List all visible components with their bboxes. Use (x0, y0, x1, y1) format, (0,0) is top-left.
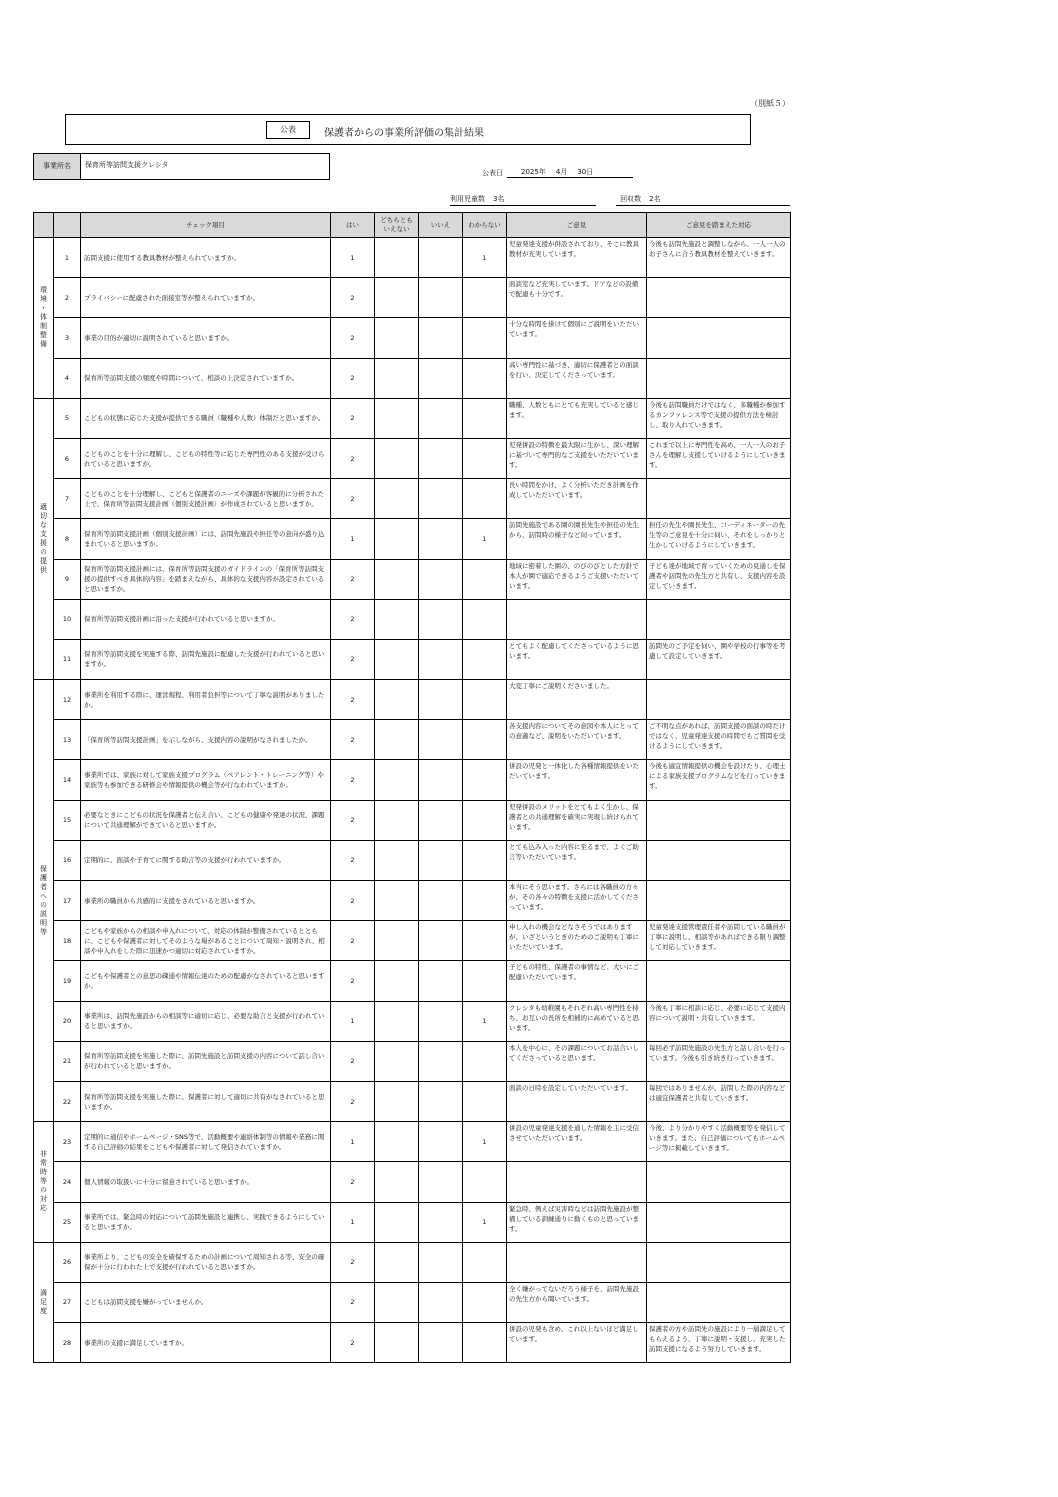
category-cell (34, 1242, 54, 1363)
row-number: 27 (54, 1282, 81, 1322)
office-label: 事業所名 (34, 154, 81, 179)
response-text (647, 1242, 791, 1282)
response-text: 今後、より分かりやすく活動概要等を発信していきます。また、自己評価についてもホームページ等に掲載していきます。 (647, 1122, 791, 1162)
count-unknown (463, 1041, 507, 1081)
count-unknown (463, 881, 507, 921)
count-no (419, 1001, 463, 1041)
response-text: 今後も訪問先施設と調整しながら、一人一人のお子さんに合う教具教材を整えていきます。 (647, 238, 791, 278)
opinion-text: 緊急時、例えば災害時などは訪問先施設が整備している訓練通りに動くものと思っています。 (507, 1202, 647, 1242)
table-row (34, 278, 791, 318)
count-unknown (463, 1242, 507, 1282)
col-no: いいえ (419, 213, 463, 238)
count-neither (375, 559, 419, 599)
count-neither (375, 1323, 419, 1363)
response-text (647, 599, 791, 639)
count-neither (375, 760, 419, 800)
count-neither (375, 1282, 419, 1322)
col-opinion: ご意見 (507, 213, 647, 238)
row-number: 13 (54, 720, 81, 760)
col-yes: はい (331, 213, 375, 238)
count-yes: 1 (331, 1122, 375, 1162)
count-yes: 2 (331, 479, 375, 519)
count-no (419, 961, 463, 1001)
count-neither (375, 318, 419, 358)
count-neither (375, 479, 419, 519)
response-text (647, 881, 791, 921)
opinion-text: とてもよく配慮してくださっているように思います。 (507, 639, 647, 679)
table-row (34, 921, 791, 961)
count-yes: 2 (331, 1242, 375, 1282)
check-item: こどもは訪問支援を嫌がっていませんか。 (81, 1282, 331, 1322)
count-unknown (463, 921, 507, 961)
opinion-text: 併設の児発と一体化した各種情報提供をいただいています。 (507, 760, 647, 800)
response-text: これまで以上に専門性を高め、一人一人のお子さんを理解し支援していけるようにしていきます。 (647, 438, 791, 478)
col-item: チェック項目 (81, 213, 331, 238)
response-text: 担任の先生や園長先生、コーディネーターの先生等のご意見を十分に伺い、それをしっかりと生かしていけるようにしていきます。 (647, 519, 791, 559)
opinion-text: 訪問先施設である園の園長先生や担任の先生から、訪問時の様子など伺っています。 (507, 519, 647, 559)
check-item: 保育所等訪問支援の頻度や時間について、相談の上決定されていますか。 (81, 358, 331, 398)
response-text (647, 800, 791, 840)
table-header (34, 213, 791, 238)
response-text: 今後も丁寧に相談に応じ、必要に応じて支援内容について説明・共有していきます。 (647, 1001, 791, 1041)
opinion-text: 高い専門性に基づき、適切に保護者との面談を行い、決定してくださっています。 (507, 358, 647, 398)
evaluation-table (33, 212, 791, 1363)
count-neither (375, 921, 419, 961)
opinion-text: 面談室など充実しています。ドアなどの設備で配慮も十分です。 (507, 278, 647, 318)
response-text (647, 1202, 791, 1242)
count-yes: 2 (331, 800, 375, 840)
count-neither (375, 840, 419, 880)
opinion-text: 本人を中心に、その課題についてお話合いしてくださっていると思います。 (507, 1041, 647, 1081)
response-text (647, 318, 791, 358)
category-label: 保護者への説明等 (39, 864, 48, 937)
table-row (34, 1122, 791, 1162)
count-unknown: 1 (463, 519, 507, 559)
row-number: 1 (54, 238, 81, 278)
count-no (419, 800, 463, 840)
opinion-text: とても込み入った内容に至るまで、よくご助言等いただいています。 (507, 840, 647, 880)
office-box (33, 153, 330, 180)
response-text (647, 961, 791, 1001)
pub-year: 2025年 (521, 168, 546, 176)
check-item: こどものことを十分理解し、こどもと保護者のニーズや課題が客観的に分析された上で、保育所等訪問支援計画（個別支援計画）が作成されていると思いますか。 (81, 479, 331, 519)
count-unknown (463, 961, 507, 1001)
opinion-text (507, 1242, 647, 1282)
answers-label: 回収数 (620, 195, 642, 203)
table-row (34, 1323, 791, 1363)
row-number: 18 (54, 921, 81, 961)
count-no (419, 1041, 463, 1081)
row-number: 23 (54, 1122, 81, 1162)
check-item: 個人情報の取扱いに十分に留意されていると思いますか。 (81, 1162, 331, 1202)
response-text: 今後も適宜情報提供の機会を設けたり、心理士による家族支援プログラムなどを行っていきます。 (647, 760, 791, 800)
opinion-text: 申し入れの機会などなさそうではありますが、いざというときのためのご説明も丁寧にいただいています。 (507, 921, 647, 961)
count-neither (375, 639, 419, 679)
col-response: ご意見を踏まえた対応 (647, 213, 791, 238)
count-yes: 2 (331, 680, 375, 720)
count-yes: 2 (331, 438, 375, 478)
opinion-text: 地域に密着した園の、のびのびとした方針で本人が園で適応できるようご支援いただいています。 (507, 559, 647, 599)
annex-label: （別紙５） (750, 99, 790, 108)
count-no (419, 680, 463, 720)
opinion-text: 児発併設の特徴を最大限に生かし、深い理解に基づいて専門的なご支援をいただいています。 (507, 438, 647, 478)
table-row (34, 358, 791, 398)
row-number: 7 (54, 479, 81, 519)
category-label: 満足度 (39, 1288, 48, 1316)
count-no (419, 1323, 463, 1363)
table-row (34, 1001, 791, 1041)
row-number: 10 (54, 599, 81, 639)
check-item: 事業の目的が適切に説明されていると思いますか。 (81, 318, 331, 358)
response-text: 訪問先のご予定を伺い、園や学校の行事等を考慮して設定していきます。 (647, 639, 791, 679)
table-row (34, 1242, 791, 1282)
count-neither (375, 800, 419, 840)
count-unknown (463, 358, 507, 398)
row-number: 2 (54, 278, 81, 318)
count-neither (375, 1242, 419, 1282)
count-no (419, 1162, 463, 1202)
count-unknown (463, 1162, 507, 1202)
count-unknown (463, 639, 507, 679)
table-row (34, 1162, 791, 1202)
count-yes: 1 (331, 519, 375, 559)
category-cell (34, 1122, 54, 1243)
check-item: こどもの状態に応じた支援が提供できる職員（職種や人数）体制だと思いますか。 (81, 398, 331, 438)
title-box (65, 114, 751, 145)
check-item: 保育所等訪問支援計画に沿った支援が行われていると思いますか。 (81, 599, 331, 639)
count-yes: 2 (331, 921, 375, 961)
table-row (34, 599, 791, 639)
response-text (647, 680, 791, 720)
count-no (419, 881, 463, 921)
count-no (419, 921, 463, 961)
opinion-text: 各支援内容についてその意図や本人にとっての意義など、説明をいただいています。 (507, 720, 647, 760)
check-item: 保育所等訪問支援を実施する際、訪問先施設に配慮した支援が行われていると思いますか。 (81, 639, 331, 679)
table-row (34, 639, 791, 679)
users-value: 3名 (493, 195, 505, 203)
table-row (34, 760, 791, 800)
count-no (419, 358, 463, 398)
count-neither (375, 720, 419, 760)
check-item: 事業所は、訪問先施設からの相談等に適切に応じ、必要な助言と支援が行われていると思いますか。 (81, 1001, 331, 1041)
count-unknown (463, 438, 507, 478)
opinion-text: 長い時間をかけ、よく分析いただき計画を作成していただいています。 (507, 479, 647, 519)
count-yes: 2 (331, 760, 375, 800)
count-neither (375, 1122, 419, 1162)
opinion-text: 児童発達支援が併設されており、そこに教具教材が充実しています。 (507, 238, 647, 278)
check-item: 「保育所等訪問支援計画」を示しながら、支援内容の説明がなされましたか。 (81, 720, 331, 760)
check-item: 事業所より、こどもの安全を確保するための計画について周知される等、安全の確保が十分に行われた上で支援が行われていると思いますか。 (81, 1242, 331, 1282)
count-no (419, 1122, 463, 1162)
row-number: 12 (54, 680, 81, 720)
count-no (419, 479, 463, 519)
count-yes: 1 (331, 1001, 375, 1041)
table-row (34, 720, 791, 760)
count-unknown (463, 318, 507, 358)
check-item: 事業所では、家族に対して家族支援プログラム（ペアレント・トレーニング等）や家族等も参加できる研修会や情報提供の機会等が行なわれていますか。 (81, 760, 331, 800)
opinion-text: 併設の児発も含め、これ以上ないほど満足しています。 (507, 1323, 647, 1363)
count-unknown (463, 278, 507, 318)
row-number: 5 (54, 398, 81, 438)
row-number: 14 (54, 760, 81, 800)
count-no (419, 519, 463, 559)
table-row (34, 840, 791, 880)
count-unknown (463, 840, 507, 880)
count-neither (375, 680, 419, 720)
response-text: ご不明な点があれば、訪問支援の面談の時だけではなく、児童発達支援の時間でもご質問を受けるようにしていきます。 (647, 720, 791, 760)
count-yes: 2 (331, 840, 375, 880)
pub-day: 30日 (577, 168, 594, 176)
count-neither (375, 1081, 419, 1121)
counts (450, 194, 790, 206)
check-item: 定期的に通信やホームページ・SNS等で、活動概要や連絡体制等の情報や業務に関する自己評価の結果をこどもや保護者に対して発信されていますか。 (81, 1122, 331, 1162)
count-unknown (463, 1081, 507, 1121)
count-no (419, 639, 463, 679)
count-yes: 2 (331, 398, 375, 438)
count-neither (375, 1041, 419, 1081)
count-unknown: 1 (463, 1122, 507, 1162)
row-number: 24 (54, 1162, 81, 1202)
table-row (34, 1081, 791, 1121)
count-unknown (463, 559, 507, 599)
count-unknown (463, 800, 507, 840)
response-text: 児童発達支援管理責任者や訪問している職員が丁寧に説明し、相談等があればできる限り調整して対応していきます。 (647, 921, 791, 961)
category-label: 適切な支援の提供 (39, 502, 48, 575)
check-item: 必要なときにこどもの状況を保護者と伝え合い、こどもの健康や発達の状況、課題について共通理解ができていると思いますか。 (81, 800, 331, 840)
count-neither (375, 961, 419, 1001)
table-row (34, 479, 791, 519)
table-row (34, 238, 791, 278)
check-item: 事業所の支援に満足していますか。 (81, 1323, 331, 1363)
answers-value: 2名 (649, 195, 661, 203)
count-no (419, 438, 463, 478)
table-row (34, 881, 791, 921)
response-text (647, 1162, 791, 1202)
category-cell (34, 680, 54, 1122)
response-text (647, 479, 791, 519)
response-text: 今後も訪問職員だけではなく、多職種が参加するカンファレンス等で支援の提供方法を検討し、取り入れていきます。 (647, 398, 791, 438)
count-yes: 2 (331, 599, 375, 639)
count-yes: 2 (331, 1162, 375, 1202)
response-text (647, 840, 791, 880)
response-text: 保護者の方や訪問先の施設により一層満足してもらえるよう、丁寧に説明・支援し、充実した訪問支援になるよう努力していきます。 (647, 1323, 791, 1363)
response-text: 毎回必ず訪問先施設の先生方と話し合いを行っています。今後も引き続き行っていきます。 (647, 1041, 791, 1081)
table-row (34, 800, 791, 840)
count-yes: 2 (331, 1282, 375, 1322)
opinion-text: 大変丁寧にご説明くださいました。 (507, 680, 647, 720)
response-text: 子ども達が地域で育っていくための見通しを保護者や訪問先の先生方と共有し、支援内容を設定していきます。 (647, 559, 791, 599)
table-row (34, 1202, 791, 1242)
count-unknown (463, 720, 507, 760)
check-item: 定期的に、面談や子育てに関する助言等の支援が行われていますか。 (81, 840, 331, 880)
count-unknown (463, 760, 507, 800)
opinion-text: 本当にそう思います。さらには各職員の方々が、その各々の特徴を支援に活かしてくださっています。 (507, 881, 647, 921)
count-yes: 2 (331, 720, 375, 760)
opinion-text (507, 599, 647, 639)
count-yes: 1 (331, 238, 375, 278)
table-body (34, 238, 791, 1363)
response-text (647, 358, 791, 398)
row-number: 3 (54, 318, 81, 358)
response-text (647, 278, 791, 318)
row-number: 8 (54, 519, 81, 559)
count-unknown (463, 398, 507, 438)
check-item: 事業所では、緊急時の対応について訪問先施設と連携し、実践できるようにしていると思いますか。 (81, 1202, 331, 1242)
row-number: 4 (54, 358, 81, 398)
count-yes: 2 (331, 961, 375, 1001)
check-item: 保育所等訪問支援を実施した際に、保護者に対して適切に共有がなされていると思いますか。 (81, 1081, 331, 1121)
table-row (34, 961, 791, 1001)
count-yes: 1 (331, 1202, 375, 1242)
count-yes: 2 (331, 881, 375, 921)
count-no (419, 840, 463, 880)
count-no (419, 1202, 463, 1242)
check-item: 事業所の職員から共感的に支援をされていると思いますか。 (81, 881, 331, 921)
page-title: 保護者からの事業所評価の集計結果 (324, 128, 484, 139)
row-number: 6 (54, 438, 81, 478)
count-unknown: 1 (463, 1001, 507, 1041)
count-no (419, 318, 463, 358)
opinion-text (507, 1162, 647, 1202)
count-no (419, 278, 463, 318)
row-number: 11 (54, 639, 81, 679)
check-item: こどものことを十分に理解し、こどもの特性等に応じた専門性のある支援が受けられていると思いますか。 (81, 438, 331, 478)
count-neither (375, 519, 419, 559)
row-number: 17 (54, 881, 81, 921)
row-number: 21 (54, 1041, 81, 1081)
count-no (419, 1282, 463, 1322)
opinion-text: 職種、人数ともにとても充実していると感じます。 (507, 398, 647, 438)
row-number: 9 (54, 559, 81, 599)
count-yes: 2 (331, 318, 375, 358)
count-yes: 2 (331, 1323, 375, 1363)
count-unknown (463, 1282, 507, 1322)
row-number: 16 (54, 840, 81, 880)
row-number: 20 (54, 1001, 81, 1041)
row-number: 25 (54, 1202, 81, 1242)
check-item: 保育所等訪問支援を実施した際に、訪問先施設と訪問支援の内容について話し合いが行われていると思いますか。 (81, 1041, 331, 1081)
count-unknown (463, 479, 507, 519)
count-yes: 2 (331, 559, 375, 599)
count-no (419, 1242, 463, 1282)
table-row (34, 318, 791, 358)
table-row (34, 519, 791, 559)
col-unknown: わからない (463, 213, 507, 238)
category-cell (34, 398, 54, 679)
count-no (419, 398, 463, 438)
count-yes: 2 (331, 1081, 375, 1121)
response-text: 毎回ではありませんが、訪問した際の内容などは適宜保護者と共有していきます。 (647, 1081, 791, 1121)
table-row (34, 1041, 791, 1081)
response-text (647, 1282, 791, 1322)
office-name: 保育所等訪問支援クレシタ (85, 161, 169, 169)
check-item: 事業所を利用する際に、運営規程、利用者負担等について丁寧な説明がありましたか。 (81, 680, 331, 720)
check-item: 保育所等訪問支援計画には、保育所等訪問支援のガイドラインの「保育所等訪問支援の提供すべき具体的内容」を踏まえながら、具体的な支援内容が設定されていると思いますか。 (81, 559, 331, 599)
count-unknown: 1 (463, 1202, 507, 1242)
table-row (34, 1282, 791, 1322)
row-number: 15 (54, 800, 81, 840)
opinion-text: 併設の児童発達支援を通した情報を主に受信させていただいています。 (507, 1122, 647, 1162)
public-badge: 公表 (266, 121, 310, 139)
count-no (419, 1081, 463, 1121)
count-unknown: 1 (463, 238, 507, 278)
category-cell (34, 238, 54, 399)
category-label: 環境・体制整備 (39, 286, 48, 350)
check-item: プライバシーに配慮された面接室等が整えられていますか。 (81, 278, 331, 318)
check-item: 保育所等訪問支援計画（個別支援計画）には、訪問先施設や担任等の意向が盛り込まれていると思いますか。 (81, 519, 331, 559)
count-no (419, 599, 463, 639)
count-no (419, 760, 463, 800)
count-yes: 2 (331, 278, 375, 318)
count-yes: 2 (331, 639, 375, 679)
table-row (34, 680, 791, 720)
count-neither (375, 398, 419, 438)
count-yes: 2 (331, 1041, 375, 1081)
count-unknown (463, 1323, 507, 1363)
category-label: 非常時等の対応 (39, 1150, 48, 1214)
opinion-text: 児発併設のメリットをとてもよく生かし、保護者との共通理解を確実に実現し続けられています。 (507, 800, 647, 840)
pub-date-label: 公表日 (482, 169, 503, 177)
row-number: 19 (54, 961, 81, 1001)
col-neither: どちらとも いえない (375, 213, 419, 238)
count-no (419, 238, 463, 278)
count-neither (375, 599, 419, 639)
count-neither (375, 238, 419, 278)
opinion-text: 子どもの特性、保護者の事情など、大いにご配慮いただいています。 (507, 961, 647, 1001)
count-unknown (463, 680, 507, 720)
check-item: 訪問支援に使用する教具教材が整えられていますか。 (81, 238, 331, 278)
users-label: 利用児童数 (450, 195, 485, 203)
opinion-text: 面談の日時を設定していただいています。 (507, 1081, 647, 1121)
table-row (34, 559, 791, 599)
row-number: 28 (54, 1323, 81, 1363)
check-item: こどもや家族からの相談や申入れについて、対応の体制が整備されているとともに、こどもや保護者に対してそのような場があることについて周知・説明され、相談や申入れをした際に迅速かつ適切に対応されていますか。 (81, 921, 331, 961)
count-neither (375, 881, 419, 921)
count-neither (375, 358, 419, 398)
count-neither (375, 1162, 419, 1202)
count-neither (375, 1202, 419, 1242)
opinion-text: 全く嫌がってないだろう様子を、訪問先施設の先生方から聞いています。 (507, 1282, 647, 1322)
pub-month: 4月 (555, 168, 568, 176)
table-row (34, 438, 791, 478)
count-neither (375, 1001, 419, 1041)
count-yes: 2 (331, 358, 375, 398)
opinion-text: 十分な時間を掛けて個別にご説明をいただいています。 (507, 318, 647, 358)
count-no (419, 559, 463, 599)
publication-date (482, 167, 633, 178)
row-number: 26 (54, 1242, 81, 1282)
opinion-text: クレシタも幼稚園もそれぞれ高い専門性を持ち、お互いの長所を相補的に高めていると思います。 (507, 1001, 647, 1041)
row-number: 22 (54, 1081, 81, 1121)
count-neither (375, 438, 419, 478)
count-neither (375, 278, 419, 318)
count-no (419, 720, 463, 760)
table-row (34, 398, 791, 438)
check-item: こどもや保護者との意思の疎通や情報伝達のための配慮がなされていると思いますか。 (81, 961, 331, 1001)
count-unknown (463, 599, 507, 639)
